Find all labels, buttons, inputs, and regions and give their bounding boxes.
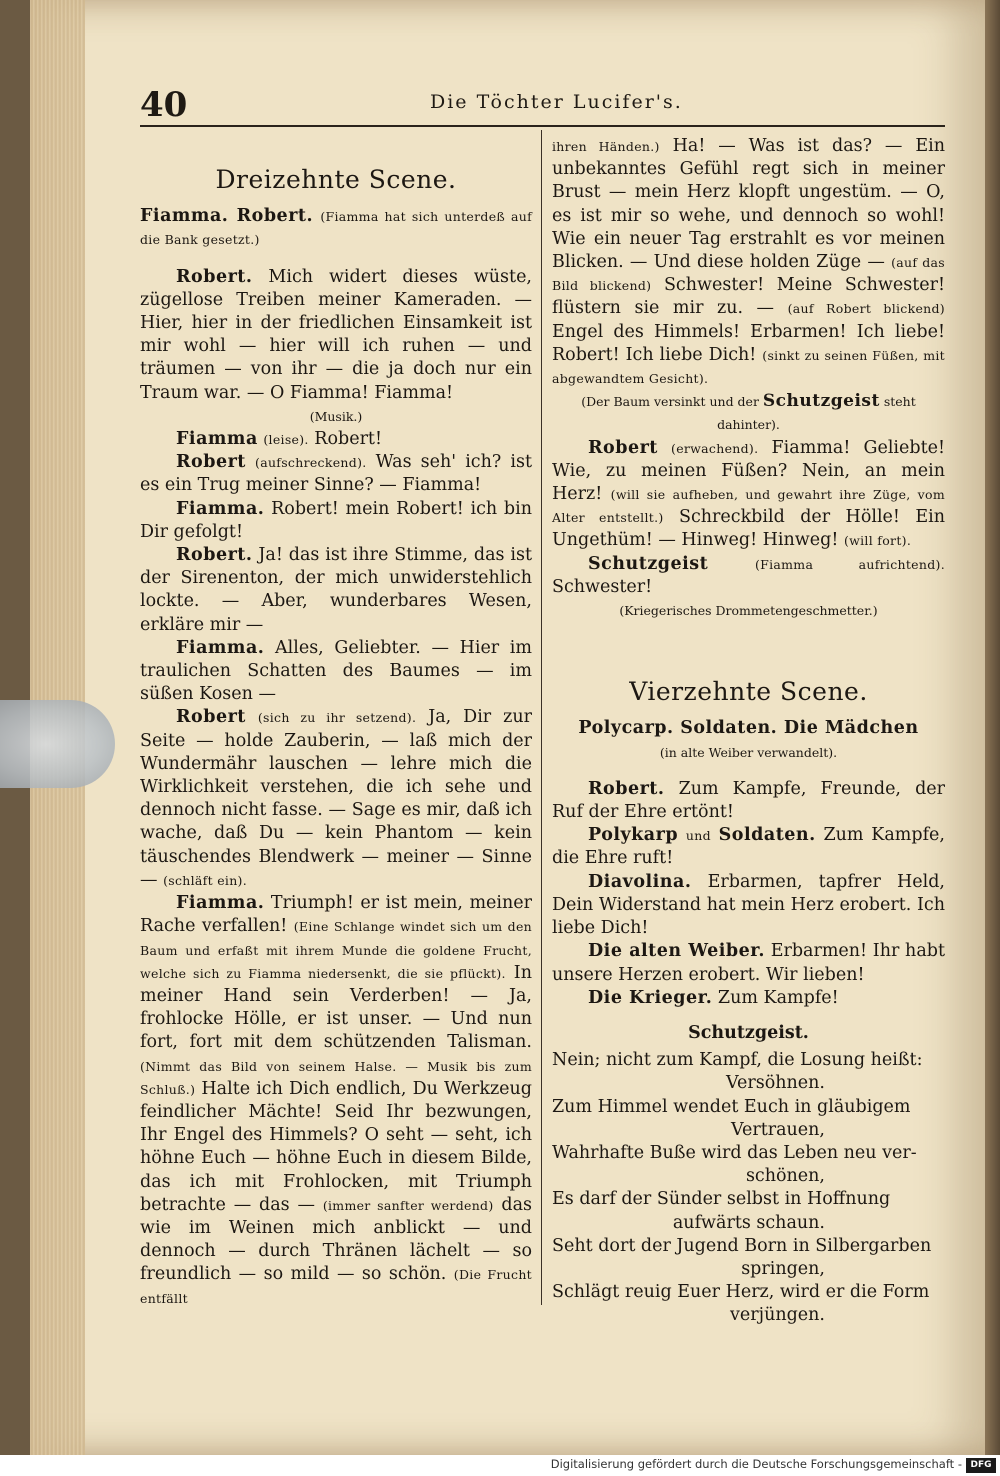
stage-direction: (erwachend). [671,440,759,456]
dialogue: In meiner Hand sein Verderben! — Ja, frohlocke Hölle, er ist unser. — Und nun fort, fort mit dem schützenden Talisman. [140,962,532,1053]
speaker: Fiamma [176,429,258,450]
speaker: Robert. [176,545,253,566]
verse-continuation: schönen, [745,1166,825,1187]
dialogue: Erbarmen! Ihr habt unsere Herzen erobert. Wir lieben! [552,941,945,985]
verse-line: Es darf der Sünder selbst in Hoffnung [552,1189,891,1210]
dialogue: Ha! — Was ist das? — Ein unbekanntes Gefühl regt sich in meiner Brust — mein Herz klopft ungestüm. — O, es ist mir so wehe, und dennoch so wohl! Wie ein neuer Tag erstrahlt es vor meinen Blicken. — Und diese holden Züge — [552,136,945,273]
dialogue: Zum Kampfe! [717,987,839,1008]
dialogue: das wie im Weinen mich anblickt — und dennoch — durch Thränen lächelt — so freundlich — so mild — so schön. [140,1194,532,1285]
page-number: 40 [140,85,188,125]
paragraph [552,135,945,390]
scanner-thumb [0,700,115,788]
verse-line: Wahrhafte Buße wird das Leben neu ver- [552,1142,917,1163]
dialogue: Was seh' ich? ist es ein Trug meiner Sinne? — Fiamma! [140,452,532,496]
speaker: Die alten Weiber. [588,941,765,962]
verse-line: Zum Himmel wendet Euch in gläubigem [552,1096,911,1117]
dialogue: Ja, Dir zur Seite — holde Zauberin, — laß mich der Wundermähr lauschen — lehre mich die Wirklichkeit verstehen, die ich sehe und dennoch nicht fasse. — Sage es mir, daß ich wache, daß Du — kein Phantom — kein täuschendes Blendwerk — meiner — Sinne — [140,707,532,890]
verse-continuation: verjüngen. [730,1305,825,1326]
paragraph [140,544,532,637]
dialogue: Triumph! er ist mein, meiner Rache verfallen! [140,893,532,937]
dialogue: Halte ich Dich endlich, Du Werkzeug feindlicher Mächte! Seid Ihr bezwungen, Ihr Engel des Himmels? O seht — seht, ich höhne Euch — höhne Euch in diesem Bilde, das ich mit Frohlocken, mit Triumph betrachte — das — [140,1078,532,1215]
verse-continuation: Versöhnen. [725,1073,825,1094]
speaker: Die Krieger. [588,987,713,1008]
running-title: Die Töchter Lucifer's. [430,91,683,113]
dialogue: Zum Kampfe, die Ehre ruft! [552,825,945,869]
binding-shadow [985,0,1000,1455]
paragraph [140,498,532,544]
speaker: Polycarp. Soldaten. Die Mädchen [578,718,919,739]
scene-title: Vierzehnte Scene. [629,677,868,707]
speaker: Soldaten. [718,825,816,846]
speaker: Robert [176,452,246,473]
speaker: Robert. [588,778,665,799]
paragraph [552,778,945,824]
paragraph [552,717,945,740]
stage-direction: (Fiamma hat sich unterdeß auf die Bank gesetzt.) [140,209,532,248]
dialogue: Zum Kampfe, Freunde, der Ruf der Ehre ertönt! [552,778,945,823]
speaker-heading: Schutzgeist. [688,1022,809,1043]
paragraph [552,987,945,1010]
dialogue: Schwester! Meine Schwester! flüstern sie mir zu. — [552,275,945,319]
speaker: Fiamma. [176,893,265,914]
speaker: Schutzgeist [762,391,880,412]
stage-direction: (Nimmt das Bild von seinem Halse. — Musik bis zum Schluß.) [140,1058,532,1097]
dialogue: Robert! mein Robert! ich bin Dir gefolgt! [140,498,532,542]
verse-continuation: springen, [741,1258,825,1279]
stage-direction: (Die Frucht entfällt [140,1267,533,1306]
stage-direction: (immer sanfter werdend) [322,1197,494,1213]
dialogue: Robert! [314,429,382,450]
left-column [140,135,532,1310]
stage-direction-text: steht dahinter). [717,394,916,433]
speaker: Robert. [176,266,253,287]
stage-direction: (Musik.) [309,408,363,424]
stage-direction: (Eine Schlange windet sich um den Baum und erfaßt mit ihrem Munde die goldene Frucht, welche sich zu Fiamma niedersenkt, die sie pflückt). [140,919,532,981]
right-column [552,135,945,1328]
speaker: Robert [176,707,246,728]
funding-notice: Digitalisierung gefördert durch die Deutsche Forschungsgemeinschaft - [550,1457,962,1471]
dfg-logo: DFG [966,1458,996,1473]
footer-bar [0,1455,1000,1476]
header-rule [140,125,945,127]
paragraph [552,871,945,941]
paragraph [552,437,945,553]
stage-direction: ihren Händen.) [552,139,660,154]
stage-direction [552,390,945,436]
dialogue: Alles, Geliebter. — Hier im traulichen Schatten des Baumes — im süßen Kosen — [140,637,532,705]
dialogue: Mich widert dieses wüste, zügellose Treiben meiner Kameraden. — Hier, hier in der friedlichen Einsamkeit ist mir wohl — hier will ich ruhen — und träumen — von ihr — die ja doch nur ein Traum war. — O Fiamma! Fiamma! [140,266,532,403]
stage-direction: (aufschreckend). [255,455,367,471]
verse-line: Schlägt reuig Euer Herz, wird er die Form [552,1282,930,1303]
stage-direction: (auf das Bild blickend) [552,255,945,294]
spacer [140,252,532,266]
paragraph [140,266,532,405]
stage-direction: (auf Robert blickend) [787,301,945,317]
dialogue: Erbarmen, tapfrer Held, Dein Widerstand hat mein Herz erobert. Ich liebe Dich! [552,871,945,939]
verse-continuation: aufwärts schaun. [672,1212,825,1233]
dialogue: Ja! das ist ihre Stimme, das ist der Sirenenton, der mich unwiderstehlich lockte. — Aber, wunderbares Wesen, erkläre mir — [140,545,532,635]
verse-line: Seht dort der Jugend Born in Silbergarben [552,1235,932,1256]
verse-line: Nein; nicht zum Kampf, die Losung heißt: [552,1050,923,1071]
column-rule [541,130,542,1305]
stage-direction: (schläft ein). [163,872,247,888]
speaker: Schutzgeist [588,553,709,574]
stage-direction-text: (Der Baum versinkt und der [581,394,759,410]
paragraph [140,892,532,1310]
stage-direction: (Fiamma aufrichtend). [754,556,945,572]
paragraph [140,205,532,251]
stage-direction: (will sie aufheben, und gewahrt ihre Züge, vom Alter entstellt.) [552,487,945,526]
stage-direction: (leise). [263,432,309,448]
dialogue: Fiamma! Geliebte! Wie, zu meinen Füßen? Nein, an mein Herz! [552,437,945,505]
speaker: Fiamma. [176,498,265,519]
speaker: Diavolina. [588,871,692,892]
speaker: Fiamma. Robert. [140,206,314,227]
speaker: Fiamma. [176,637,265,658]
page-header [140,85,940,125]
paragraph [140,637,532,707]
dialogue: Engel des Himmels! Erbarmen! Ich liebe! Robert! Ich liebe Dich! [552,321,945,365]
stage-direction: (in alte Weiber verwandelt). [659,744,838,760]
spacer [552,764,945,778]
conjunction: und [685,828,711,844]
paragraph [552,940,945,986]
dialogue: Schwester! [552,576,653,597]
paragraph [552,824,945,870]
stage-direction: (Kriegerisches Drommetengeschmetter.) [619,603,878,619]
paragraph [140,428,532,451]
scene-title: Dreizehnte Scene. [215,165,457,194]
paragraph [140,451,532,497]
speaker: Polykarp [588,825,679,846]
verse-continuation: Vertrauen, [730,1119,825,1140]
stage-direction: (sich zu ihr setzend). [257,710,417,726]
paragraph [140,706,532,892]
stage-direction: (will fort). [843,533,912,549]
stage-direction: (sinkt zu seinen Füßen, mit abgewandtem Gesicht). [552,347,945,387]
dialogue: Schreckbild der Hölle! Ein Ungethüm! — Hinweg! Hinweg! [552,507,946,551]
speaker: Robert [588,437,658,458]
paragraph [552,553,945,599]
